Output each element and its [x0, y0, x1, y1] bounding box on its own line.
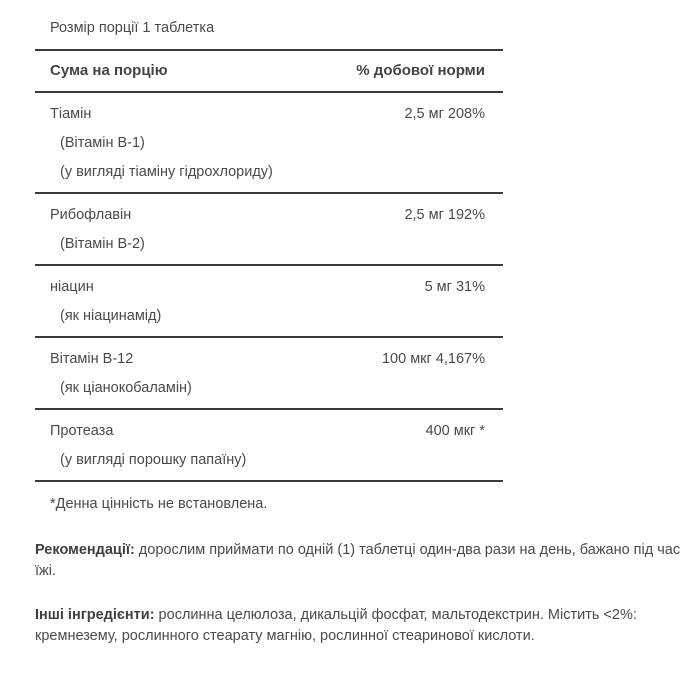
supplement-facts-table [35, 49, 503, 482]
nutrient-subrow [35, 126, 503, 155]
column-header-value: % добової норми [356, 61, 485, 79]
nutrient-name: Вітамін B-12 [50, 350, 134, 367]
nutrient-sublabel: (як ніацинамід) [60, 307, 162, 324]
nutrient-value: 100 мкг 4,167% [381, 350, 485, 367]
nutrient-subrow [35, 371, 503, 408]
recommendations-label: Рекомендації: [35, 542, 135, 559]
facts-table-body [35, 49, 503, 481]
table-row [35, 265, 503, 299]
nutrient-subrow [35, 443, 503, 480]
nutrient-value: 2,5 мг 208% [404, 105, 485, 122]
nutrient-name: Протеаза [50, 422, 114, 439]
serving-size-text: Розмір порції 1 таблетка [50, 20, 215, 36]
nutrient-subrow [35, 227, 503, 264]
nutrient-name: ніацин [50, 278, 94, 295]
table-rule-bottom [35, 480, 503, 481]
nutrient-name: Тіамін [50, 105, 92, 122]
nutrient-subrow [35, 299, 503, 336]
other-ingredients-paragraph [35, 582, 690, 647]
table-row [35, 193, 503, 227]
other-ingredients-text: рослинна целюлоза, дикальцій фосфат, мальтодекстрин. Містить <2%: кремнезему, рослинного стеарату магнію, рослинної стеаринової кислоти. [35, 607, 637, 645]
nutrient-value: 400 мкг * [425, 422, 485, 439]
daily-value-footnote: *Денна цінність не встановлена. [50, 495, 268, 512]
nutrient-name: Рибофлавін [50, 206, 132, 223]
nutrient-sublabel: (як ціанокобаламін) [60, 379, 192, 396]
nutrient-subvalue-empty [325, 443, 503, 480]
table-row [35, 337, 503, 371]
table-header-row [35, 50, 503, 91]
rule-cell-left [35, 480, 325, 481]
nutrient-value: 5 мг 31% [424, 278, 485, 295]
nutrient-subvalue-empty [325, 126, 503, 155]
nutrient-subvalue-empty [325, 227, 503, 264]
nutrient-sublabel: (у вигляді тіаміну гідрохлориду) [60, 163, 273, 180]
other-ingredients-label: Інші інгредієнти: [35, 607, 155, 624]
nutrient-value: 2,5 мг 192% [404, 206, 485, 223]
recommendations-paragraph [35, 514, 690, 582]
rule-cell-right [325, 480, 503, 481]
nutrient-sublabel: (Вітамін B-2) [60, 235, 145, 252]
nutrient-subvalue-empty [325, 299, 503, 336]
notes-section [0, 514, 700, 647]
nutrient-subvalue-empty [325, 155, 503, 192]
table-row [35, 92, 503, 126]
table-row [35, 409, 503, 443]
recommendations-text: дорослим приймати по одній (1) таблетці один-два рази на день, бажано під час їжі. [35, 542, 681, 580]
nutrient-subvalue-empty [325, 371, 503, 408]
nutrient-sublabel: (у вигляді порошку папаїну) [60, 451, 247, 468]
nutrient-sublabel: (Вітамін B-1) [60, 134, 145, 151]
column-header-name: Сума на порцію [50, 61, 168, 79]
nutrient-subrow [35, 155, 503, 192]
